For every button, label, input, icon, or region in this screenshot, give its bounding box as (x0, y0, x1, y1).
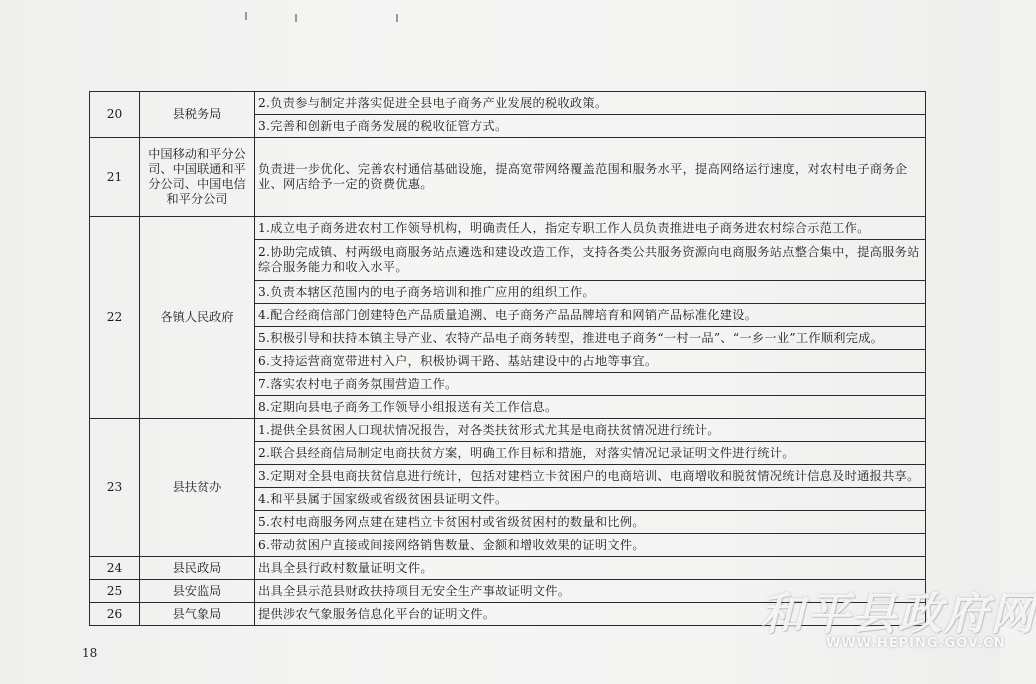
department: 县安监局 (140, 580, 255, 603)
site-watermark: 和平县政府网 (760, 589, 1036, 640)
department: 县气象局 (140, 603, 255, 626)
row-number: 22 (90, 217, 140, 419)
scan-mark (396, 14, 398, 22)
duty-item: 1.提供全县贫困人口现状情况报告，对各类扶贫形式尤其是电商扶贫情况进行统计。 (255, 419, 926, 442)
duty-item: 3.完善和创新电子商务发展的税收征管方式。 (255, 115, 926, 138)
row-number: 23 (90, 419, 140, 557)
department: 县扶贫办 (140, 419, 255, 557)
table-row (90, 138, 926, 217)
duty-item: 8.定期向县电子商务工作领导小组报送有关工作信息。 (255, 396, 926, 419)
duty-item: 4.配合经商信部门创建特色产品质量追溯、电子商务产品品牌培育和网销产品标准化建设。 (255, 304, 926, 327)
duty-item: 5.农村电商服务网点建在建档立卡贫困村或省级贫困村的数量和比例。 (255, 511, 926, 534)
scan-mark (245, 12, 247, 20)
row-number: 25 (90, 580, 140, 603)
duty-item: 3.负责本辖区范围内的电子商务培训和推广应用的组织工作。 (255, 281, 926, 304)
duty-item: 出具全县行政村数量证明文件。 (255, 557, 926, 580)
department: 县民政局 (140, 557, 255, 580)
duty-item: 6.带动贫困户直接或间接网络销售数量、金额和增收效果的证明文件。 (255, 534, 926, 557)
row-number: 24 (90, 557, 140, 580)
duty-item: 6.支持运营商宽带进村入户，积极协调干路、基站建设中的占地等事宜。 (255, 350, 926, 373)
department: 县税务局 (140, 92, 255, 138)
duty-item: 3.定期对全县电商扶贫信息进行统计，包括对建档立卡贫困户的电商培训、电商增收和脱贫情况统计信息及时通报共享。 (255, 465, 926, 488)
table-row (90, 419, 926, 442)
duty-item: 2.负责参与制定并落实促进全县电子商务产业发展的税收政策。 (255, 92, 926, 115)
table-row (90, 217, 926, 240)
duty-item: 7.落实农村电子商务氛围营造工作。 (255, 373, 926, 396)
duty-item: 2.联合县经商信局制定电商扶贫方案，明确工作目标和措施，对落实情况记录证明文件进行统计。 (255, 442, 926, 465)
duty-item: 5.积极引导和扶持本镇主导产业、农特产品电子商务转型，推进电子商务“一村一品”、“一乡一业”工作顺利完成。 (255, 327, 926, 350)
duty-item: 提供涉农气象服务信息化平台的证明文件。 (255, 603, 926, 626)
duty-item: 1.成立电子商务进农村工作领导机构，明确责任人，指定专职工作人员负责推进电子商务进农村综合示范工作。 (255, 217, 926, 240)
department: 各镇人民政府 (140, 217, 255, 419)
scan-mark (295, 14, 297, 22)
duty-item: 2.协助完成镇、村两级电商服务站点遴选和建设改造工作，支持各类公共服务资源向电商服务站点整合集中，提高服务站综合服务能力和收入水平。 (255, 240, 926, 281)
duty-item: 出具全县示范县财政扶持项目无安全生产事故证明文件。 (255, 580, 926, 603)
duty-item: 4.和平县属于国家级或省级贫困县证明文件。 (255, 488, 926, 511)
responsibility-table (89, 91, 926, 626)
duty-item: 负责进一步优化、完善农村通信基础设施，提高宽带网络覆盖范围和服务水平，提高网络运行速度，对农村电子商务企业、网店给予一定的资费优惠。 (255, 138, 926, 217)
page-number: 18 (82, 646, 98, 660)
department: 中国移动和平分公司、中国联通和平分公司、中国电信和平分公司 (140, 138, 255, 217)
row-number: 26 (90, 603, 140, 626)
table-row (90, 557, 926, 580)
table-row (90, 92, 926, 115)
row-number: 20 (90, 92, 140, 138)
row-number: 21 (90, 138, 140, 217)
site-watermark-url: WWW.HEPING.GOV.CN (826, 636, 1006, 651)
